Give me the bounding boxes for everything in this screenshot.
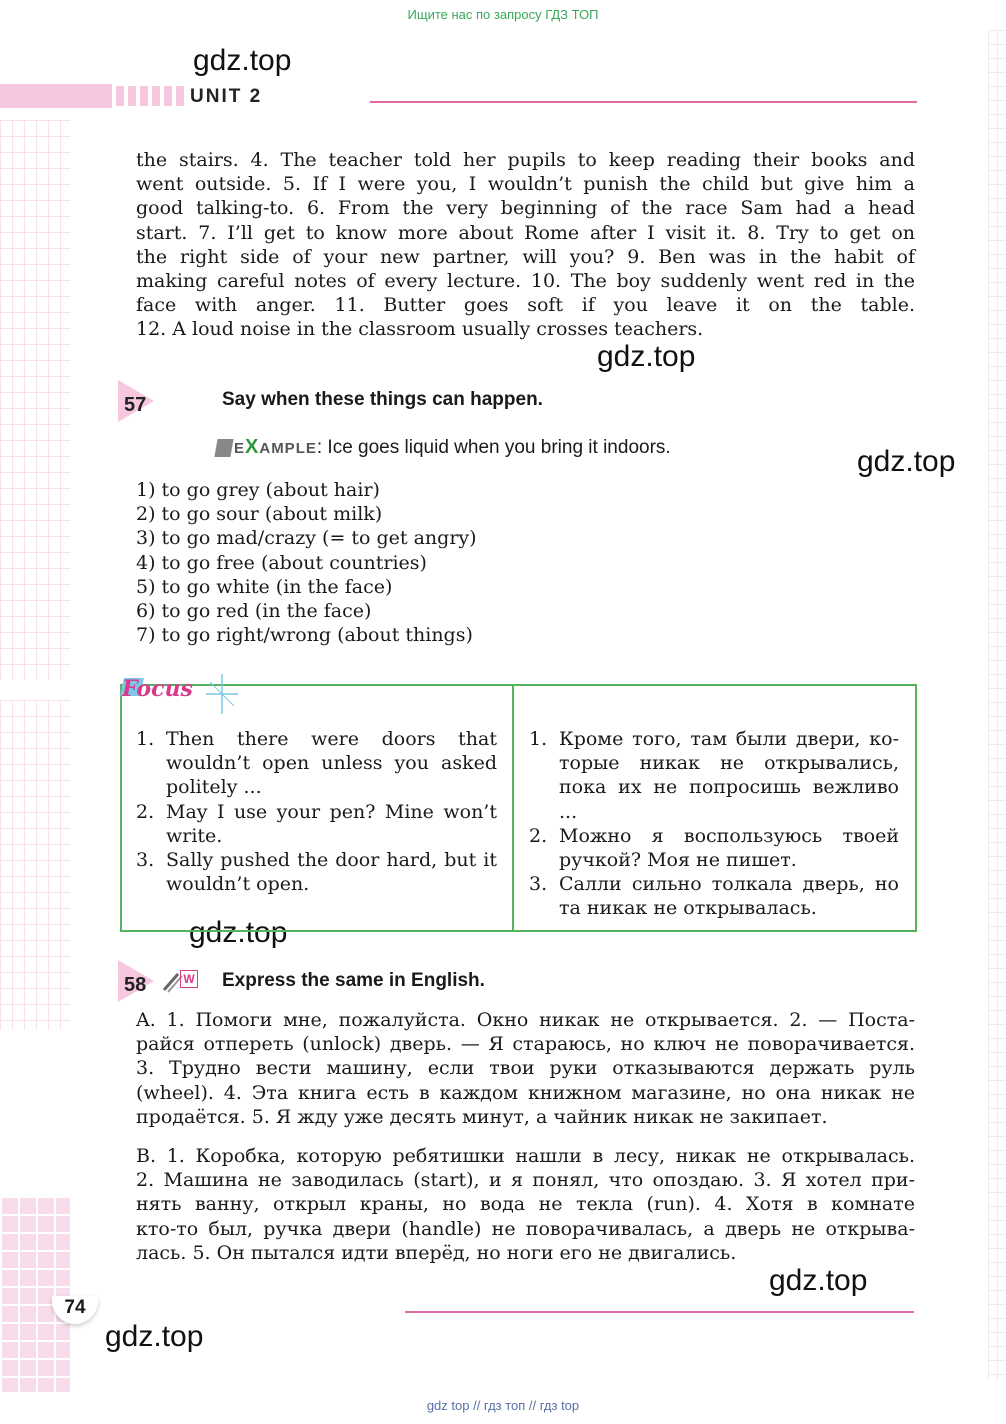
paragraph-line: the stairs. 4. The teacher told her pupils to keep reading their books and <box>136 149 915 171</box>
watermark: gdz.top <box>105 1320 204 1353</box>
focus-item: 1. Кроме того, там были двери, которые никак не открывались, пока их не попросишь вежливо ... <box>529 728 899 823</box>
paragraph-line: лась. 5. Он пытался идти вперёд, но ноги его не двигались. <box>136 1241 737 1264</box>
paragraph-line: went outside. 5. If I were you, I wouldn’t punish the child but give him a <box>136 173 915 196</box>
header-dots <box>116 86 188 106</box>
header-rule <box>370 101 917 103</box>
focus-item: 2. Можно я воспользуюсь твоей ручкой? Моя не пишет. <box>529 824 899 872</box>
paragraph-line: the right side of your new partner, will you? 9. Ben was in the habit of <box>136 245 915 268</box>
focus-star-icon <box>204 672 240 716</box>
watermark: gdz.top <box>769 1264 868 1297</box>
list-item: 4) to go free (about countries) <box>136 551 427 574</box>
exercise-task: Express the same in English. <box>222 970 485 991</box>
watermark: gdz.top <box>857 445 956 478</box>
paragraph-line: продаётся. 5. Я жду уже десять минут, а чайник никак не закипает. <box>136 1105 828 1128</box>
list-item: 7) to go right/wrong (about things) <box>136 624 473 647</box>
decorative-pink-squares <box>0 1196 70 1392</box>
paragraph-line: (wheel). 4. Эта книга есть в каждом книжном магазине, но она никак не <box>136 1081 915 1104</box>
footer-rule <box>405 1311 914 1313</box>
paragraph-line: face with anger. 11. Butter goes soft if you leave it on the table. <box>136 294 915 317</box>
paragraph-line: райся отпереть (unlock) дверь. — Я стараюсь, но ключ не поворачивается. <box>136 1033 915 1056</box>
exercise-task: Say when these things can happen. <box>222 389 543 410</box>
bottom-note: gdz top // гдз топ // гдз top <box>426 1398 580 1413</box>
workbook-icon: W <box>180 970 198 988</box>
list-item: 2) to go sour (about milk) <box>136 503 383 526</box>
focus-item: 3. Салли сильно толкала дверь, но та никак не открывалась. <box>529 873 899 920</box>
paragraph-line: A. 1. Помоги мне, пожалуйста. Окно никак не открывается. 2. — Поста- <box>136 1009 915 1031</box>
decorative-grid-left-lower <box>0 700 70 1030</box>
exercise-58-part-b <box>136 1144 915 1265</box>
paragraph-line: start. 7. I’ll get to know more about Rome after I visit it. 8. Try to get on <box>136 221 915 244</box>
example-line <box>216 436 671 459</box>
paragraph-line: 12. A loud noise in the classroom usually crosses teachers. <box>136 318 704 341</box>
decorative-grid-right <box>988 30 1006 1380</box>
focus-item: 1. Then there were doors that wouldn’t open unless you asked politely ... <box>136 728 497 799</box>
paragraph-line: good talking-to. 6. From the very beginning of the race Sam had a head <box>136 197 915 220</box>
unit-label: UNIT 2 <box>190 86 263 107</box>
paragraph-line: нять ванну, открыл краны, но вода не текла (run). 4. Хотя в комнате <box>136 1193 915 1216</box>
example-icon <box>214 439 233 457</box>
watermark: gdz.top <box>189 916 288 949</box>
list-item: 6) to go red (in the face) <box>136 600 372 623</box>
exercise-58-part-a <box>136 1008 915 1129</box>
continued-paragraph <box>136 148 915 342</box>
focus-item: 3. Sally pushed the door hard, but it wouldn’t open. <box>136 849 497 896</box>
exercise-number: 58 <box>124 974 147 996</box>
paragraph-line: 3. Трудно вести машину, если твои руки отказываются держать руль <box>136 1057 915 1080</box>
top-note: Ищите нас по запросу ГДЗ ТОП <box>407 7 599 22</box>
watermark: gdz.top <box>193 44 292 77</box>
focus-russian-column <box>529 727 899 921</box>
list-item: 5) to go white (in the face) <box>136 575 393 598</box>
decorative-grid-left <box>0 120 70 680</box>
example-label: EXAMPLE <box>234 436 317 458</box>
list-item: 1) to go grey (about hair) <box>136 479 380 501</box>
paragraph-line: B. 1. Коробка, которую ребятишки нашли в лесу, никак не открывалась. <box>136 1145 915 1167</box>
paragraph-line: кто-то был, ручка двери (handle) не поворачивалась, а дверь не открыва- <box>136 1217 915 1240</box>
focus-english-column <box>136 727 497 896</box>
list-item: 3) to go mad/crazy (= to get angry) <box>136 527 477 550</box>
header-pink-bar <box>0 84 112 108</box>
exercise-57-list <box>136 478 477 647</box>
paragraph-line: making careful notes of every lecture. 10. The boy suddenly went red in the <box>136 270 915 293</box>
paragraph-line: 2. Машина не заводилась (start), и я понял, что опоздаю. 3. Я хотел при- <box>136 1169 915 1192</box>
exercise-number: 57 <box>124 394 147 416</box>
page-number: 74 <box>52 1296 98 1324</box>
example-text: : Ice goes liquid when you bring it indoors. <box>316 437 671 458</box>
focus-item: 2. May I use your pen? Mine won’t write. <box>136 800 497 847</box>
focus-divider <box>512 684 514 932</box>
focus-logo: Focus <box>122 676 193 702</box>
watermark: gdz.top <box>597 340 696 373</box>
